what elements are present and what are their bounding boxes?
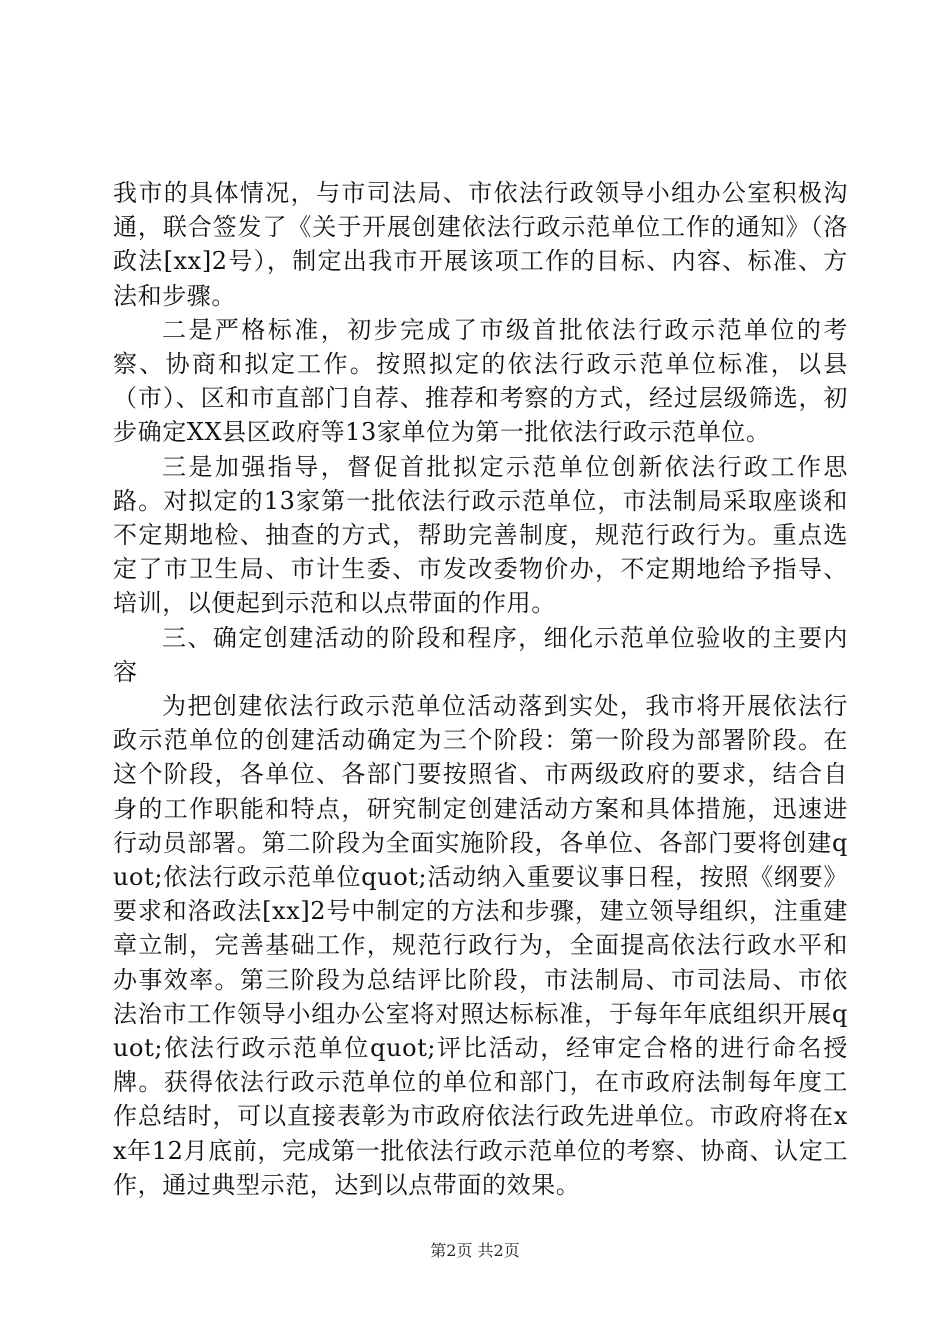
paragraph-point-three: 三是加强指导，督促首批拟定示范单位创新依法行政工作思路。对拟定的13家第一批依法行政示范单位，市法制局采取座谈和不定期地检、抽查的方式，帮助完善制度，规范行政行为。重点选定了市卫生局、市计生委、市发改委物价办，不定期地给予指导、培训，以便起到示范和以点带面的作用。 — [113, 452, 848, 618]
section-heading-three: 三、确定创建活动的阶段和程序，细化示范单位验收的主要内容 — [113, 623, 848, 686]
paragraph-point-two: 二是严格标准，初步完成了市级首批依法行政示范单位的考察、协商和拟定工作。按照拟定的依法行政示范单位标准，以县（市）、区和市直部门自荐、推荐和考察的方式，经过层级筛选，初步确定XX县区政府等13家单位为第一批依法行政示范单位。 — [113, 315, 848, 447]
paragraph-stages: 为把创建依法行政示范单位活动落到实处，我市将开展依法行政示范单位的创建活动确定为三个阶段：第一阶段为部署阶段。在这个阶段，各单位、各部门要按照省、市两级政府的要求，结合自身的工作职能和特点，研究制定创建活动方案和具体措施，迅速进行动员部署。第二阶段为全面实施阶段，各单位、各部门要将创建quot;依法行政示范单位quot;活动纳入重要议事日程，按照《纲要》要求和洛政法[xx]2号中制定的方法和步骤，建立领导组织，注重建章立制，完善基础工作，规范行政行为，全面提高依法行政水平和办事效率。第三阶段为总结评比阶段，市法制局、市司法局、市依法治市工作领导小组办公室将对照达标标准，于每年年底组织开展quot;依法行政示范单位quot;评比活动，经审定合格的进行命名授牌。获得依法行政示范单位的单位和部门，在市政府法制每年度工作总结时，可以直接表彰为市政府依法行政先进单位。市政府将在xx年12月底前，完成第一批依法行政示范单位的考察、协商、认定工作，通过典型示范，达到以点带面的效果。 — [113, 692, 848, 1199]
page-footer: 第2页 共2页 — [430, 1241, 520, 1260]
document-body — [113, 176, 848, 1202]
paragraph-continuation: 我市的具体情况，与市司法局、市依法行政领导小组办公室积极沟通，联合签发了《关于开展创建依法行政示范单位工作的通知》（洛政法[xx]2号），制定出我市开展该项工作的目标、内容、标准、方法和步骤。 — [113, 179, 848, 310]
